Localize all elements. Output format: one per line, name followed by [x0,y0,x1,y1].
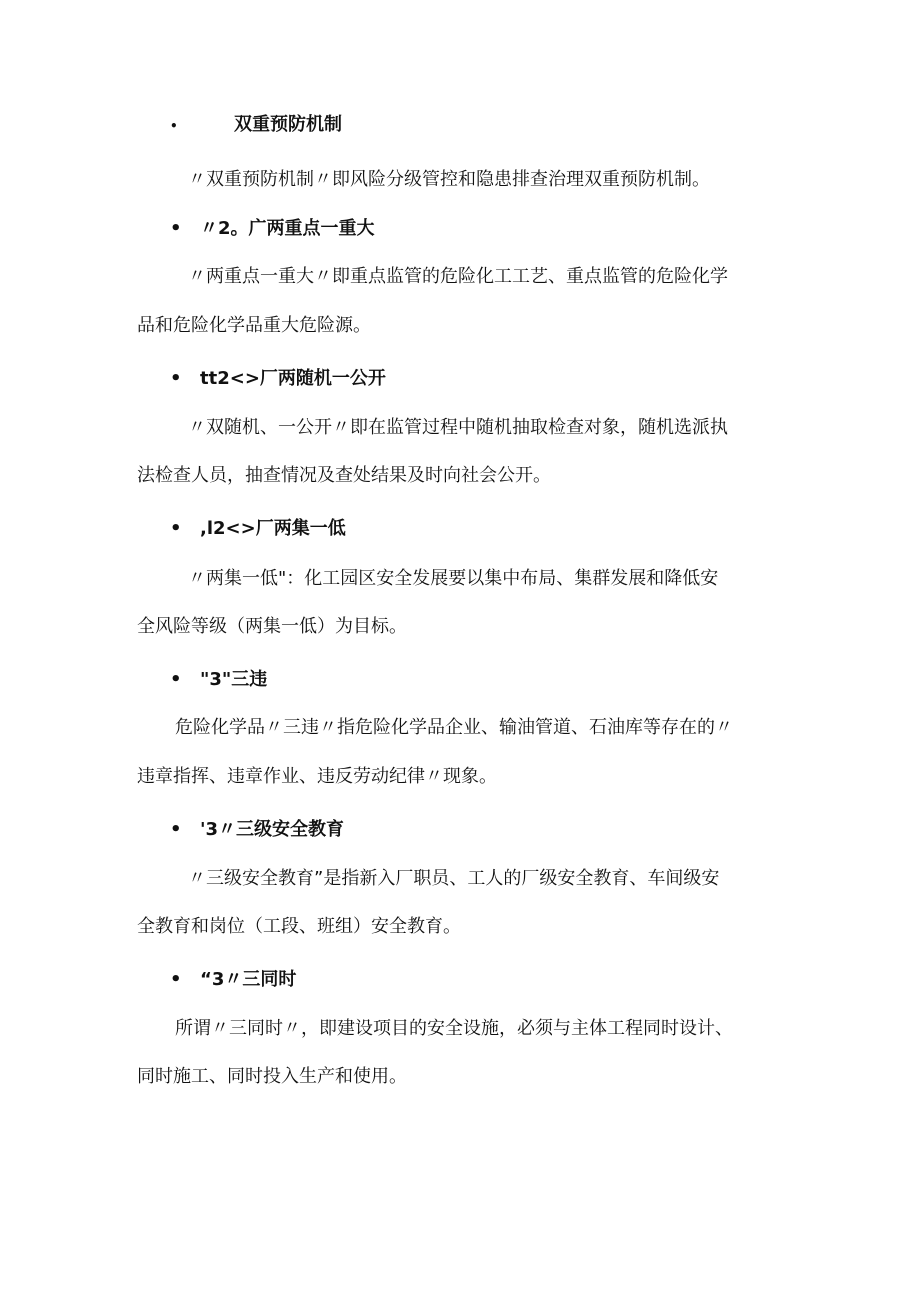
heading-text: '3〃三级安全教育 [200,819,345,840]
section-heading [170,364,386,394]
paragraph-line: 违章指挥、违章作业、违反劳动纪律〃现象。 [137,766,497,787]
paragraph-line: 〃两重点一重大〃即重点监管的危险化工工艺、重点监管的危险化学 [188,266,728,287]
paragraph-line: 同时施工、同时投入生产和使用。 [137,1066,407,1087]
paragraph-line: 〃双重预防机制〃即风险分级管控和隐患排查治理双重预防机制。 [188,169,710,190]
heading-text: 〃2。广两重点一重大 [200,218,375,239]
paragraph-line: 所谓〃三同时〃，即建设项目的安全设施，必须与主体工程同时设计、 [175,1018,733,1039]
section-heading [170,514,346,544]
heading-text: "3"三违 [200,669,268,690]
paragraph-line: 法检查人员，抽查情况及查处结果及时向社会公开。 [137,465,551,486]
heading-text: ,l2<>厂两集一低 [200,518,346,539]
section-heading [170,665,267,695]
section-heading [170,214,375,244]
paragraph-line: 全风险等级（两集一低）为目标。 [137,616,407,637]
bullet-icon: • [170,669,182,690]
paragraph-line: 全教育和岗位（工段、班组）安全教育。 [137,916,461,937]
paragraph-line: 危险化学品〃三违〃指危险化学品企业、输油管道、石油库等存在的〃 [175,717,733,738]
bullet-icon: • [170,119,178,133]
bullet-icon: • [170,969,182,990]
bullet-icon: • [170,518,182,539]
paragraph-line: 〃双随机、一公开〃即在监管过程中随机抽取检查对象，随机选派执 [188,417,728,438]
paragraph-line: 〃三级安全教育”是指新入厂职员、工人的厂级安全教育、车间级安 [188,868,720,889]
section-heading [170,815,344,845]
section-heading [170,110,342,140]
heading-text: “3〃三同时 [200,969,297,990]
section-heading [170,965,296,995]
paragraph-line: 品和危险化学品重大危险源。 [137,315,371,336]
bullet-icon: • [170,218,182,239]
paragraph-line: 〃两集一低"：化工园区安全发展要以集中布局、集群发展和降低安 [188,568,719,589]
bullet-icon: • [170,819,182,840]
bullet-icon: • [170,368,182,389]
heading-text: 双重预防机制 [234,114,342,135]
heading-text: tt2<>厂两随机一公开 [200,368,386,389]
